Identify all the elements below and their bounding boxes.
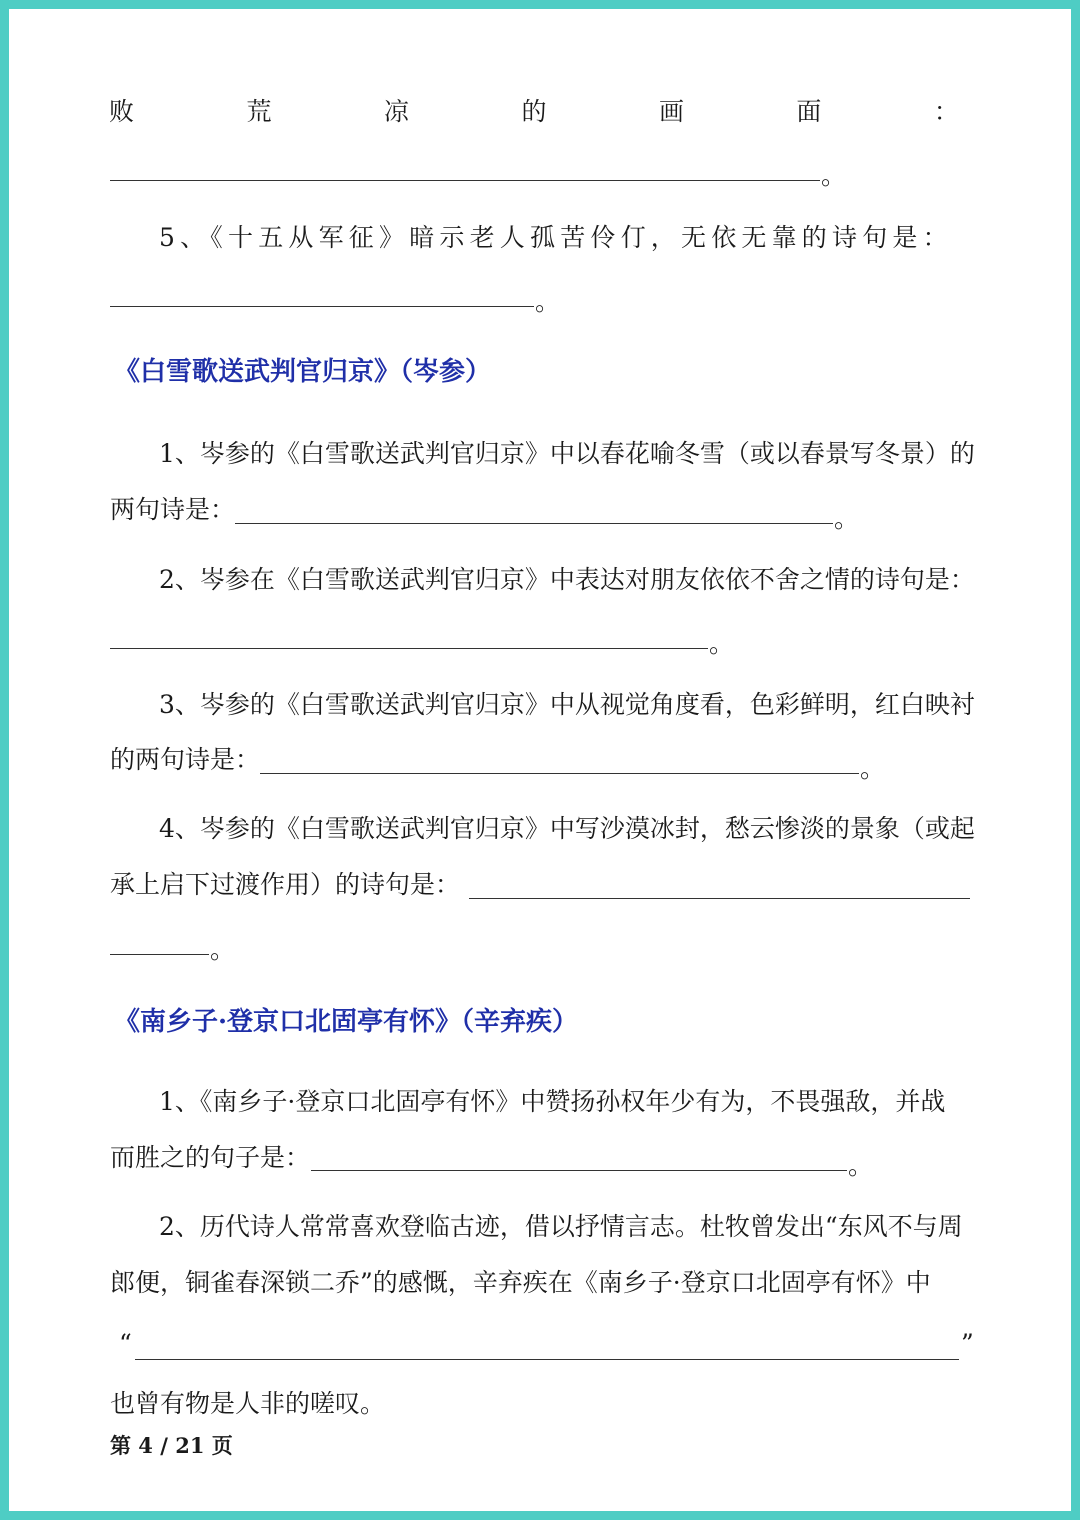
question-text: 1、岑参的《白雪歌送武判官归京》中以春花喻冬雪（或以春景写冬景）的	[159, 439, 975, 468]
page-number: 第 4 / 21 页	[110, 1433, 233, 1458]
spread-char: ：	[933, 97, 959, 126]
spread-char: 画	[658, 97, 684, 126]
answer-blank[interactable]	[469, 898, 970, 899]
period: 。	[535, 287, 561, 316]
spread-char: 凉	[383, 97, 409, 126]
question-text: 两句诗是：	[110, 495, 236, 524]
document-page	[9, 9, 1071, 1511]
close-quote: ”	[961, 1329, 974, 1358]
period: 。	[821, 161, 847, 190]
question-5-text: 5、《十五从军征》暗示老人孤苦伶仃，无依无靠的诗句是：	[159, 223, 953, 252]
answer-blank[interactable]	[110, 306, 534, 307]
question-text: 的两句诗是：	[110, 745, 261, 774]
answer-blank[interactable]	[135, 1359, 959, 1360]
answer-blank[interactable]	[110, 180, 820, 181]
open-quote: “	[119, 1329, 132, 1358]
spread-char: 败	[109, 97, 135, 126]
answer-blank[interactable]	[110, 648, 708, 649]
section-heading: 《南乡子·登京口北固亭有怀》（辛弃疾）	[114, 1007, 579, 1037]
period: 。	[210, 935, 236, 964]
period: 。	[709, 629, 735, 658]
question-text: 2、历代诗人常常喜欢登临古迹，借以抒情言志。杜牧曾发出“东风不与周	[159, 1212, 963, 1241]
answer-blank[interactable]	[235, 523, 833, 524]
spread-char: 荒	[246, 97, 272, 126]
answer-blank[interactable]	[311, 1170, 847, 1171]
question-text: 1、《南乡子·登京口北固亭有怀》中赞扬孙权年少有为，不畏强敌，并战	[159, 1087, 946, 1116]
question-text: 3、岑参的《白雪歌送武判官归京》中从视觉角度看，色彩鲜明，红白映衬	[159, 690, 975, 719]
period: 。	[860, 754, 886, 783]
answer-blank[interactable]	[110, 954, 209, 955]
question-text: 也曾有物是人非的嗟叹。	[110, 1389, 386, 1418]
period: 。	[834, 504, 860, 533]
section-heading: 《白雪歌送武判官归京》（岑参）	[114, 357, 492, 387]
question-text: 郎便，铜雀春深锁二乔”的感慨，辛弃疾在《南乡子·登京口北固亭有怀》中	[110, 1268, 931, 1297]
question-text: 承上启下过渡作用）的诗句是：	[110, 870, 461, 899]
question-text: 4、岑参的《白雪歌送武判官归京》中写沙漠冰封，愁云惨淡的景象（或起	[159, 814, 975, 843]
spread-text-line	[109, 95, 959, 129]
spread-char: 的	[521, 97, 547, 126]
question-text: 而胜之的句子是：	[110, 1143, 311, 1172]
answer-blank[interactable]	[260, 773, 859, 774]
spread-char: 面	[796, 97, 822, 126]
question-text: 2、岑参在《白雪歌送武判官归京》中表达对朋友依依不舍之情的诗句是：	[159, 565, 975, 594]
period: 。	[848, 1151, 874, 1180]
